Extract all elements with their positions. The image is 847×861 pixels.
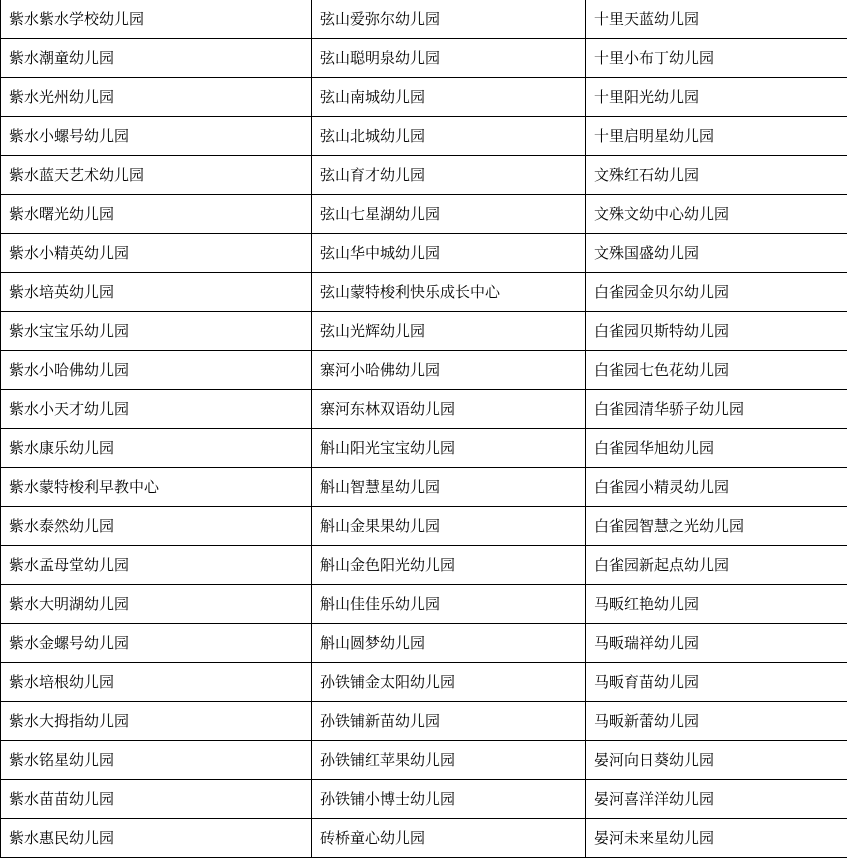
table-row	[1, 195, 847, 234]
table-cell: 马畈瑞祥幼儿园	[586, 624, 847, 663]
table-cell: 晏河向日葵幼儿园	[586, 741, 847, 780]
table-cell: 紫水小哈佛幼儿园	[1, 351, 312, 390]
table-cell: 砖桥童心幼儿园	[312, 819, 586, 858]
table-row	[1, 78, 847, 117]
table-row	[1, 0, 847, 39]
table-cell: 文殊国盛幼儿园	[586, 234, 847, 273]
table-cell: 紫水大明湖幼儿园	[1, 585, 312, 624]
table-row	[1, 390, 847, 429]
table-body	[1, 0, 847, 858]
table-cell: 晏河喜洋洋幼儿园	[586, 780, 847, 819]
table-cell: 文殊红石幼儿园	[586, 156, 847, 195]
table-row	[1, 273, 847, 312]
table-cell: 马畈育苗幼儿园	[586, 663, 847, 702]
table-cell: 紫水泰然幼儿园	[1, 507, 312, 546]
table-cell: 白雀园贝斯特幼儿园	[586, 312, 847, 351]
table-cell: 孙铁铺金太阳幼儿园	[312, 663, 586, 702]
table-cell: 孙铁铺小博士幼儿园	[312, 780, 586, 819]
table-cell: 寨河东林双语幼儿园	[312, 390, 586, 429]
table-cell: 弦山光辉幼儿园	[312, 312, 586, 351]
table-cell: 白雀园智慧之光幼儿园	[586, 507, 847, 546]
table-cell: 马畈红艳幼儿园	[586, 585, 847, 624]
table-cell: 白雀园七色花幼儿园	[586, 351, 847, 390]
table-row	[1, 234, 847, 273]
table-cell: 十里阳光幼儿园	[586, 78, 847, 117]
table-cell: 紫水紫水学校幼儿园	[1, 0, 312, 39]
table-row	[1, 39, 847, 78]
table-cell: 弦山南城幼儿园	[312, 78, 586, 117]
table-cell: 紫水培根幼儿园	[1, 663, 312, 702]
table-cell: 弦山蒙特梭利快乐成长中心	[312, 273, 586, 312]
table-row	[1, 741, 847, 780]
table-cell: 马畈新蕾幼儿园	[586, 702, 847, 741]
table-cell: 十里天蓝幼儿园	[586, 0, 847, 39]
table-cell: 白雀园新起点幼儿园	[586, 546, 847, 585]
table-cell: 紫水孟母堂幼儿园	[1, 546, 312, 585]
table-cell: 紫水小天才幼儿园	[1, 390, 312, 429]
table-cell: 弦山育才幼儿园	[312, 156, 586, 195]
table-cell: 白雀园金贝尔幼儿园	[586, 273, 847, 312]
table-cell: 紫水培英幼儿园	[1, 273, 312, 312]
table-cell: 斛山金果果幼儿园	[312, 507, 586, 546]
table-row	[1, 546, 847, 585]
table-cell: 紫水宝宝乐幼儿园	[1, 312, 312, 351]
table-cell: 弦山爱弥尔幼儿园	[312, 0, 586, 39]
table-cell: 十里启明星幼儿园	[586, 117, 847, 156]
table-cell: 紫水蓝天艺术幼儿园	[1, 156, 312, 195]
table-cell: 紫水曙光幼儿园	[1, 195, 312, 234]
table-cell: 紫水蒙特梭利早教中心	[1, 468, 312, 507]
table-cell: 弦山七星湖幼儿园	[312, 195, 586, 234]
table-cell: 弦山聪明泉幼儿园	[312, 39, 586, 78]
table-cell: 孙铁铺新苗幼儿园	[312, 702, 586, 741]
table-row	[1, 429, 847, 468]
table-cell: 晏河未来星幼儿园	[586, 819, 847, 858]
table-cell: 文殊文幼中心幼儿园	[586, 195, 847, 234]
table-cell: 紫水小精英幼儿园	[1, 234, 312, 273]
table-row	[1, 117, 847, 156]
table-row	[1, 312, 847, 351]
table-cell: 紫水康乐幼儿园	[1, 429, 312, 468]
table-cell: 斛山金色阳光幼儿园	[312, 546, 586, 585]
table-row	[1, 624, 847, 663]
table-cell: 斛山佳佳乐幼儿园	[312, 585, 586, 624]
table-cell: 孙铁铺红苹果幼儿园	[312, 741, 586, 780]
table-row	[1, 702, 847, 741]
table-row	[1, 780, 847, 819]
table-cell: 紫水潮童幼儿园	[1, 39, 312, 78]
table-cell: 紫水惠民幼儿园	[1, 819, 312, 858]
table-cell: 十里小布丁幼儿园	[586, 39, 847, 78]
table-cell: 白雀园小精灵幼儿园	[586, 468, 847, 507]
table-cell: 紫水小螺号幼儿园	[1, 117, 312, 156]
table-cell: 弦山华中城幼儿园	[312, 234, 586, 273]
table-cell: 白雀园华旭幼儿园	[586, 429, 847, 468]
table-row	[1, 507, 847, 546]
table-row	[1, 663, 847, 702]
table-row	[1, 156, 847, 195]
table-row	[1, 351, 847, 390]
table-cell: 紫水金螺号幼儿园	[1, 624, 312, 663]
table-cell: 紫水大拇指幼儿园	[1, 702, 312, 741]
table-cell: 斛山阳光宝宝幼儿园	[312, 429, 586, 468]
table-cell: 紫水苗苗幼儿园	[1, 780, 312, 819]
table-cell: 斛山智慧星幼儿园	[312, 468, 586, 507]
table-cell: 紫水光州幼儿园	[1, 78, 312, 117]
table-cell: 寨河小哈佛幼儿园	[312, 351, 586, 390]
table-cell: 白雀园清华骄子幼儿园	[586, 390, 847, 429]
table-cell: 斛山圆梦幼儿园	[312, 624, 586, 663]
table-cell: 紫水铭星幼儿园	[1, 741, 312, 780]
table-row	[1, 585, 847, 624]
table-row	[1, 468, 847, 507]
table-row	[1, 819, 847, 858]
table-cell: 弦山北城幼儿园	[312, 117, 586, 156]
